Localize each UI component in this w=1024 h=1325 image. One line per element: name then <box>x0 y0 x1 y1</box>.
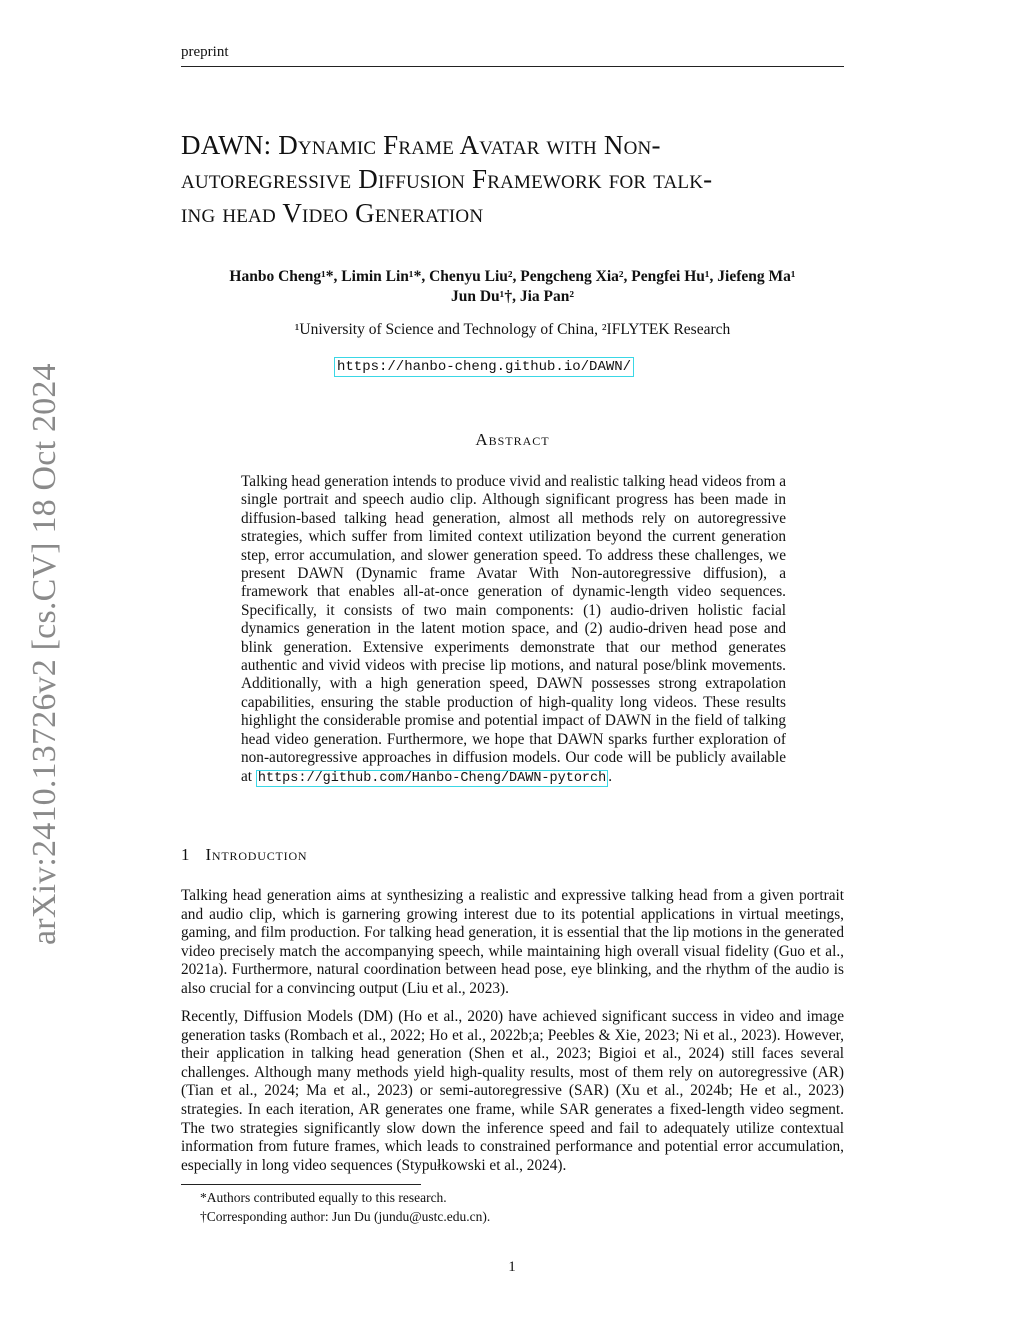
title-line-2: autoregressive Diffusion Framework for talk- <box>181 164 713 194</box>
affiliations: ¹University of Science and Technology of China, ²IFLYTEK Research <box>294 321 731 338</box>
intro-paragraph-1 <box>181 887 844 999</box>
project-url-link[interactable]: https://hanbo-cheng.github.io/DAWN/ <box>334 357 634 377</box>
authors-line-1: Hanbo Cheng¹*, Limin Lin¹*, Chenyu Liu², Pengcheng Xia², Pengfei Hu¹, Jiefeng Ma¹ <box>229 268 796 285</box>
running-header: preprint <box>181 44 229 60</box>
code-url-link[interactable]: https://github.com/Hanbo-Cheng/DAWN-pytorch <box>257 770 607 786</box>
title-line-3: ing head Video Generation <box>181 198 484 228</box>
intro-paragraph-2 <box>181 1008 844 1175</box>
title-line-1: DAWN: Dynamic Frame Avatar with Non- <box>181 130 661 160</box>
author-list <box>181 267 844 307</box>
abstract-body: Talking head generation intends to produce vivid and realistic talking head videos from a single portrait and speech audio clip. Although significant progress has been made in diffusion-based talking head generation, almost all methods rely on autoregressive strategies, which suffer from limited context utilization beyond the current generation step, error accumulation, and slower generation speed. To address these challenges, we present DAWN (Dynamic frame Avatar With Non-autoregressive diffusion), a framework that enables all-at-once generation of dynamic-length video sequences. Specifically, it consists of two main components: (1) audio-driven holistic facial dynamics generation in the latent motion space, and (2) audio-driven head pose and blink generation. Extensive experiments demonstrate that our method generates authentic and vivid videos with precise lip motions, and natural pose/blink movements. Additionally, with a high generation speed, DAWN possesses strong extrapolation capabilities, ensuring the stable production of high-quality long videos. These results highlight the considerable promise and potential impact of DAWN in the field of talking head video generation. Furthermore, we hope that DAWN sparks further exploration of non-autoregressive approaches in diffusion models. Our code will be publicly available at https://github.com/Hanbo-Cheng/DAWN-pytorch . <box>241 473 786 786</box>
section-heading <box>181 845 307 865</box>
footnote-rule <box>181 1184 421 1185</box>
intro-paragraph-1-text: Talking head generation aims at synthesizing a realistic and expressive talking head from a given portrait and audio clip, which is garnering growing interest due to its potential applications in virtual meetings, gaming, and film production. For talking head generation, it is essential that the lip motions in the generated video precisely match the accompanying speech, while maintaining high overall visual fidelity (Guo et al., 2021a). Furthermore, natural coordination between head pose, eye blinking, and the rhythm of the audio is also crucial for a convincing output (Liu et al., 2023). <box>181 887 844 997</box>
arxiv-sidebar-stamp: arXiv:2410.13726v2 [cs.CV] 18 Oct 2024 <box>26 363 63 945</box>
abstract-text: Talking head generation intends to produce vivid and realistic talking head videos from a single portrait and speech audio clip. Although significant progress has been made in diffusion-based talking head generation, almost all methods rely on autoregressive strategies, which suffer from limited context utilization beyond the current generation step, error accumulation, and slower generation speed. To address these challenges, we present DAWN (Dynamic frame Avatar With Non-autoregressive diffusion), a framework that enables all-at-once generation of dynamic-length video sequences. Specifically, it consists of two main components: (1) audio-driven holistic facial dynamics generation in the latent motion space, and (2) audio-driven head pose and blink generation. Extensive experiments demonstrate that our method generates authentic and vivid videos with precise lip motions, and natural pose/blink movements. Additionally, with a high generation speed, DAWN possesses strong extrapolation capabilities, ensuring the stable production of high-quality long videos. These results highlight the considerable promise and potential impact of DAWN in the field of talking head video generation. Furthermore, we hope that DAWN sparks further exploration of non-autoregressive approaches in diffusion models. Our code will be publicly available at <box>241 473 786 785</box>
footnote-equal-contribution: *Authors contributed equally to this research. <box>200 1190 447 1205</box>
section-number: 1 <box>181 845 191 864</box>
intro-paragraph-2-text: Recently, Diffusion Models (DM) (Ho et al., 2020) have achieved significant success in video and image generation tasks (Rombach et al., 2022; Ho et al., 2022b;a; Peebles & Xie, 2023; Ni et al., 2023). However, their application in talking head generation (Shen et al., 2023; Bigioi et al., 2024) still faces several challenges. Although many methods yield high-quality results, most of them rely on autoregressive (AR) (Tian et al., 2024; Ma et al., 2023) or semi-autoregressive (SAR) (Xu et al., 2024b; He et al., 2023) strategies. In each iteration, AR generates one frame, while SAR generates a fixed-length video segment. The two strategies significantly slow down the inference speed and fail to adequately utilize contextual information from future frames, which leads to constrained performance and potential error accumulation, especially in long video sequences (Stypułkowski et al., 2024). <box>181 1008 844 1174</box>
page-number: 1 <box>508 1259 516 1275</box>
authors-line-2: Jun Du¹†, Jia Pan² <box>451 288 574 305</box>
section-title: Introduction <box>205 845 308 864</box>
abstract-heading: Abstract <box>475 430 550 449</box>
paper-title <box>181 128 846 230</box>
footnote-corresponding-author: †Corresponding author: Jun Du (jundu@ustc.edu.cn). <box>200 1209 491 1224</box>
header-rule <box>181 66 844 67</box>
